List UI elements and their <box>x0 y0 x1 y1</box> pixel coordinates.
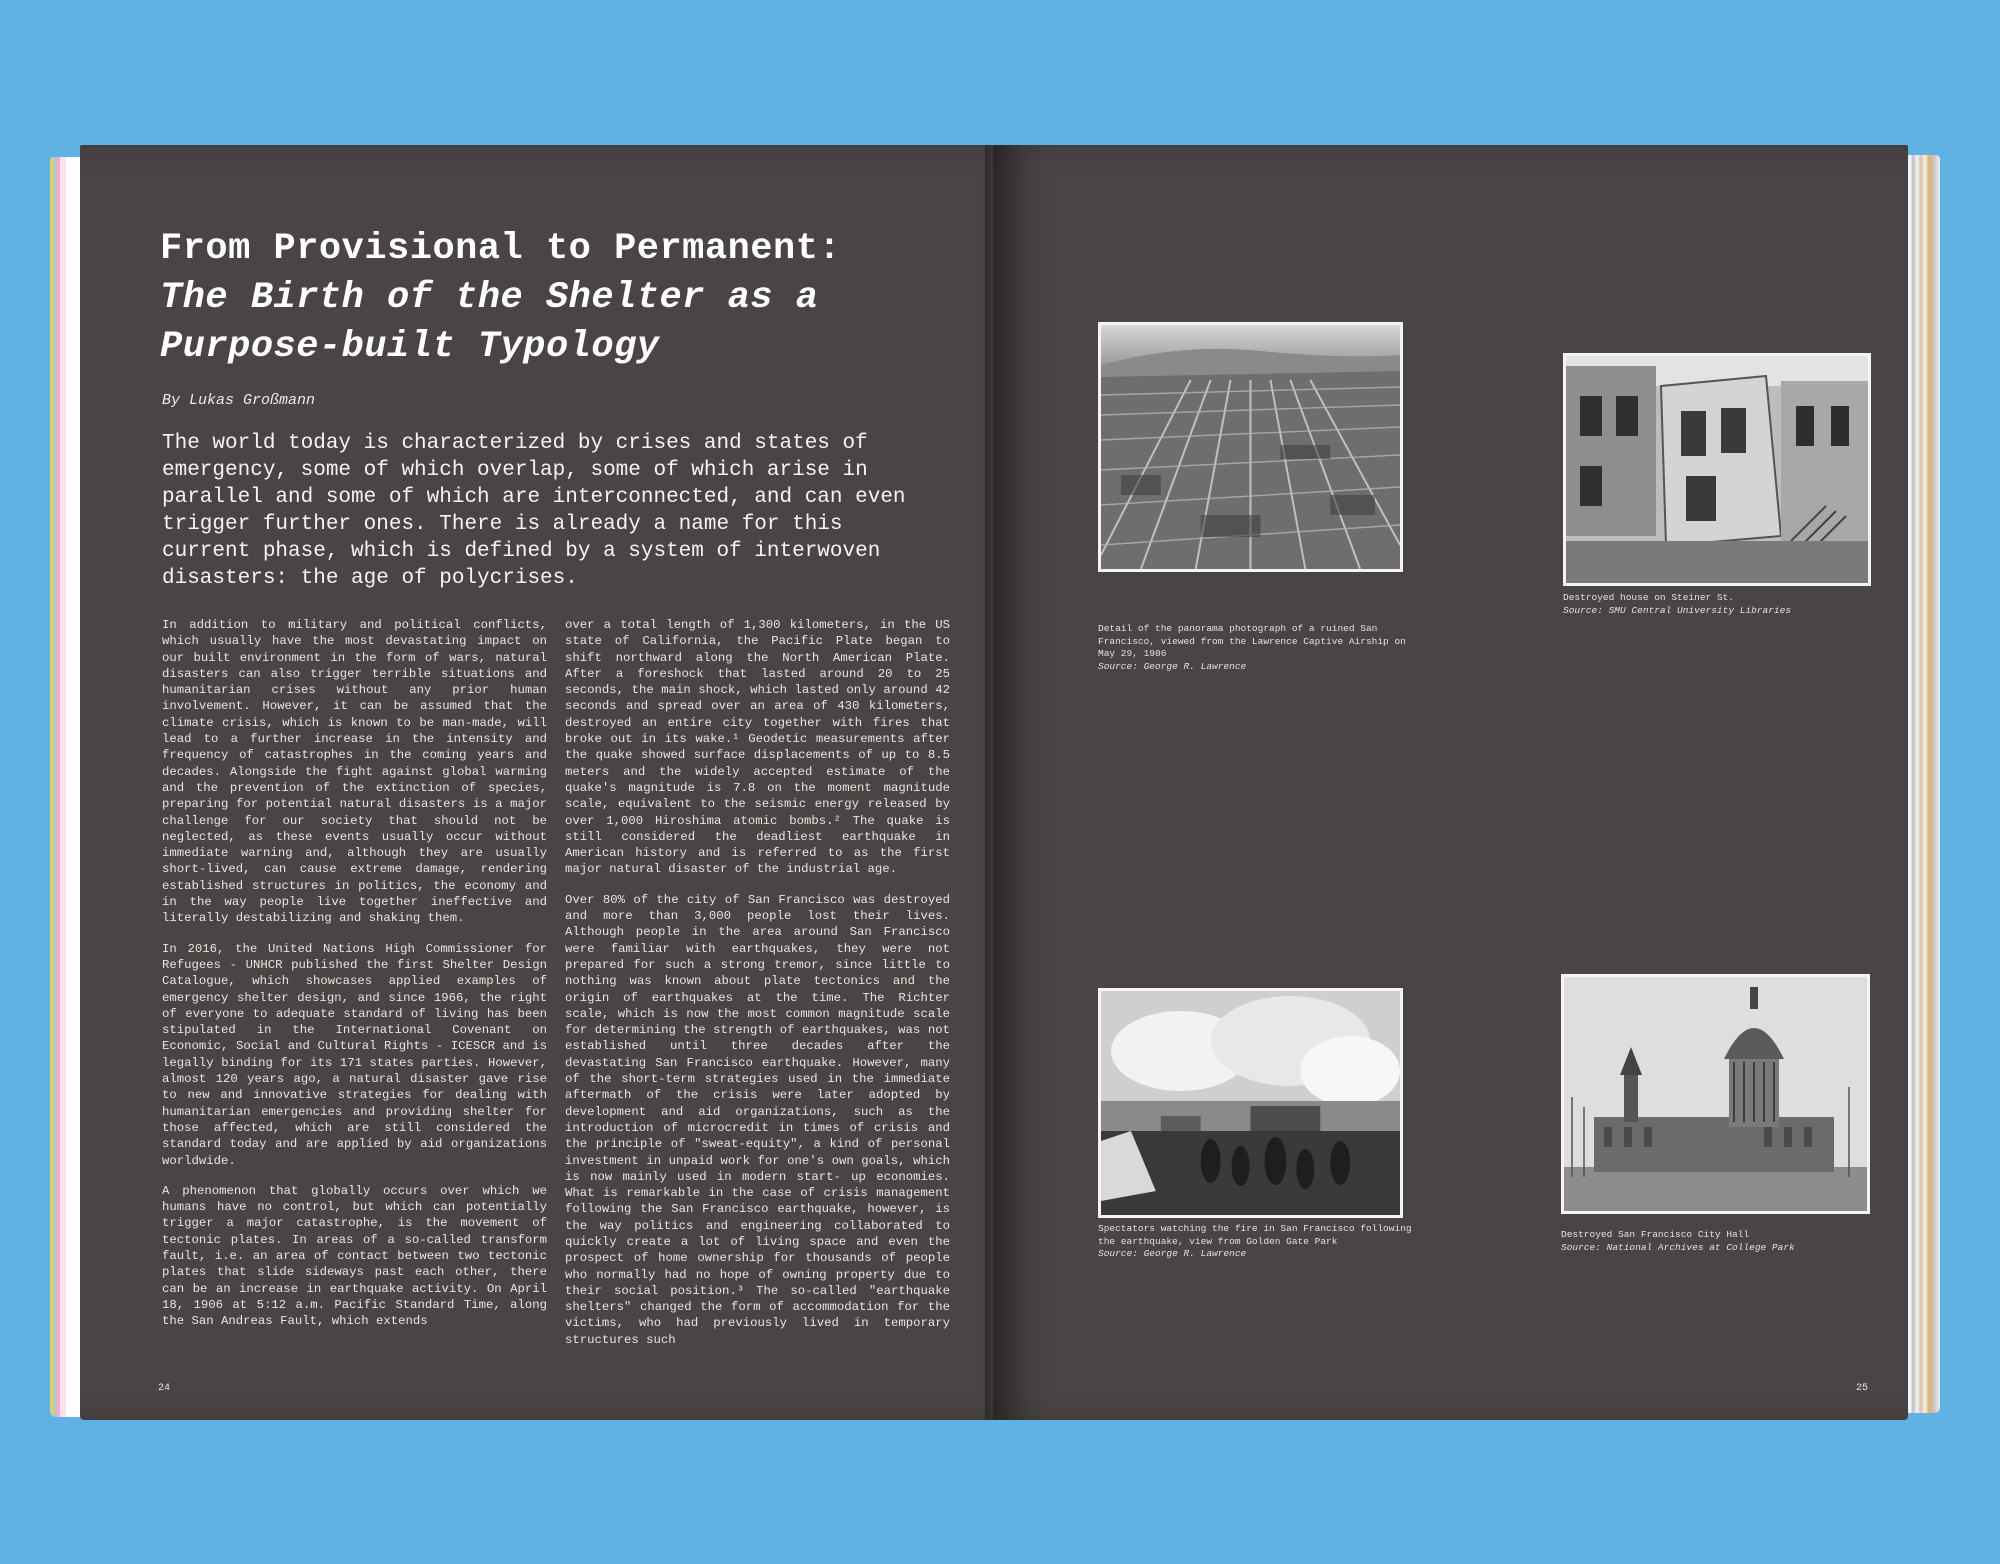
caption-source: Source: George R. Lawrence <box>1098 660 1247 672</box>
tilted-house-photo <box>1563 353 1871 586</box>
caption-text: Destroyed house on Steiner St. <box>1563 592 1735 603</box>
body-paragraph: Over 80% of the city of San Francisco was destroyed and more than 3,000 people lost their lives. Although people in the area around San Francisco were familiar with earthquakes, they were not prepared for such a strong tremor, since little to nothing was known about plate tectonics and the origin of earthquakes at the time. The Richter scale, which is now the most common magnitude scale for determining the strength of earthquakes, was not established until three decades after the devastating San Francisco earthquake. However, many of the short-term strategies used in the immediate aftermath of the crisis were later adopted by development and aid organizations, such as the introduction of microcredit in times of crisis and the principle of "sweat-equity", a kind of personal investment in unpaid work for one's own goals, which is now mainly used in modern start- up economies. What is remarkable in the case of crisis management following the San Francisco earthquake, however, is the way politics and engineering collaborated to quickly create a lot of living space and even the prospect of home ownership for thousands of people who normally had no hope of owning property due to their social position.³ The so-called "earthquake shelters" changed the form of accommodation for the victims, who had previously lived in temporary structures such <box>565 892 950 1347</box>
title-line-3: Purpose-built Typology <box>160 326 660 368</box>
page-number-right: 25 <box>1855 1383 1868 1394</box>
page-number-left: 24 <box>158 1383 171 1394</box>
title-line-1: From Provisional to Permanent: <box>160 228 842 270</box>
photo-caption-2 <box>1563 592 1883 617</box>
body-paragraph: A phenomenon that globally occurs over which we humans have no control, but which can potentially trigger a major catastrophe, is the movement of tectonic plates. In areas of a so-called transform fault, i.e. an area of contact between two tectonic plates that slide sideways past each other, there can be an increase in earthquake activity. On April 18, 1906 at 5:12 a.m. Pacific Standard Time, along the San Andreas Fault, which extends <box>162 1183 547 1329</box>
city-hall-ruins-photo <box>1561 974 1870 1214</box>
caption-text: Detail of the panorama photograph of a ruined San Francisco, viewed from the Lawrence Captive Airship on May 29, 1906 <box>1098 623 1406 659</box>
right-page <box>993 145 1908 1420</box>
lead-paragraph: The world today is characterized by crises and states of emergency, some of which overlap, some of which arise in parallel and some of which are interconnected, and can even trigger further ones. There is already a name for this current phase, which is defined by a system of interwoven disasters: the age of polycrises. <box>162 432 906 590</box>
caption-source: Source: George R. Lawrence <box>1098 1248 1247 1259</box>
title-line-2: The Birth of the Shelter as a <box>160 277 819 319</box>
article-title <box>160 225 960 372</box>
aerial-city-ruins-photo <box>1098 322 1403 572</box>
page-edges-left <box>50 157 84 1417</box>
photo-caption-1 <box>1098 623 1418 673</box>
left-page <box>80 145 1040 1420</box>
photo-caption-4 <box>1561 1229 1881 1254</box>
fire-smoke-crowd-photo <box>1098 988 1403 1218</box>
byline: By Lukas Großmann <box>162 392 316 409</box>
caption-source: Source: SMU Central University Libraries <box>1563 604 1792 616</box>
caption-text: Spectators watching the fire in San Francisco following the earthquake, view from Golden Gate Park <box>1098 1223 1412 1247</box>
text-column-1 <box>162 617 547 1343</box>
text-column-2 <box>565 617 950 1362</box>
body-paragraph: over a total length of 1,300 kilometers, in the US state of California, the Pacific Plate began to shift northward along the North American Plate. After a foreshock that lasted around 20 to 25 seconds, the main shock, which lasted only around 42 seconds and spread over an area of 430 kilometers, destroyed an entire city together with fires that broke out in its wake.¹ Geodetic measurements after the quake showed surface displacements of up to 8.5 meters and the widely accepted estimate of the quake's magnitude is 7.8 on the moment magnitude scale, equivalent to the seismic energy released by over 1,000 Hiroshima atomic bombs.² The quake is still considered the deadliest earthquake in American history and is referred to as the first major natural disaster of the industrial age. <box>565 618 950 877</box>
caption-source: Source: National Archives at College Park <box>1561 1241 1795 1253</box>
body-paragraph: In addition to military and political conflicts, which usually have the most devastating impact on our built environment in the form of wars, natural disasters can also trigger terrible situations and humanitarian crises without any prior human involvement. However, it can be assumed that the climate crisis, which is known to be man-made, will lead to a further increase in the intensity and frequency of catastrophes in the coming years and decades. Alongside the fight against global warming and the prevention of the extinction of species, preparing for potential natural disasters is a major challenge for our society that should not be neglected, as these events usually occur without immediate warning and, although they are usually short-lived, can cause extreme damage, rendering established structures in politics, the economy and in the way people live together ineffective and literally destabilizing and shaking them. <box>162 618 547 926</box>
magazine-spread <box>50 145 1940 1420</box>
photo-caption-3 <box>1098 1223 1418 1261</box>
caption-text: Destroyed San Francisco City Hall <box>1561 1229 1750 1240</box>
body-paragraph: In 2016, the United Nations High Commissioner for Refugees - UNHCR published the first Shelter Design Catalogue, which showcases applied examples of emergency shelter design, and since 1966, the right of everyone to adequate standard of living has been stipulated in the International Covenant on Economic, Social and Cultural Rights - ICESCR and is legally binding for its 171 states parties. However, almost 120 years ago, a natural disaster gave rise to new and innovative strategies for dealing with humanitarian emergencies and providing shelter for those affected, which are still considered the standard today and are applied by aid organizations worldwide. <box>162 941 547 1168</box>
